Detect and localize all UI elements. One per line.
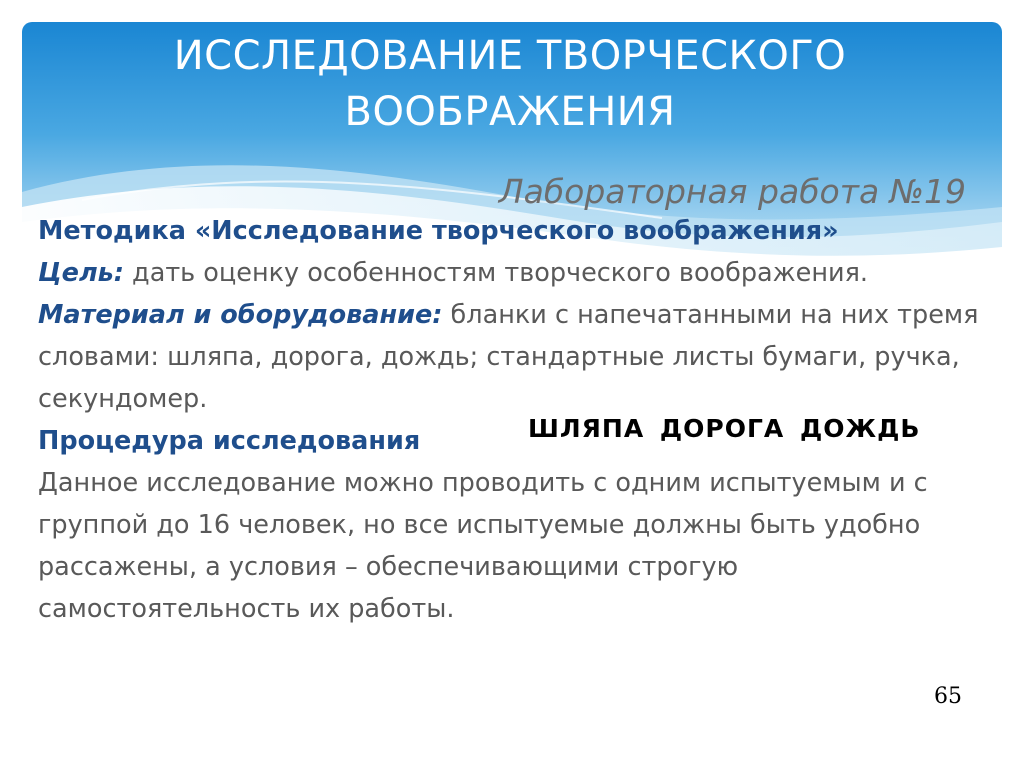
slide-title (100, 28, 920, 140)
title-line-1: ИССЛЕДОВАНИЕ ТВОРЧЕСКОГО (173, 33, 847, 79)
lab-work-subtitle: Лабораторная работа №19 (498, 172, 966, 211)
material-paragraph (38, 294, 988, 420)
stimulus-words: ШЛЯПА ДОРОГА ДОЖДЬ (528, 414, 921, 443)
page-number: 65 (934, 684, 962, 709)
goal-text: дать оценку особенностям творческого воображения. (123, 258, 869, 288)
goal-label: Цель: (38, 258, 124, 288)
procedure-text: Данное исследование можно проводить с одним испытуемым и с группой до 16 человек, но все испытуемые должны быть удобно рассажены, а условия – обеспечивающими строгую самостоятельность их работы. (38, 468, 928, 624)
material-text: бланки с напечатанными на них тремя словами: шляпа, дорога, дождь; стандартные листы бумаги, ручка, секундомер. (38, 300, 979, 414)
goal-paragraph (38, 252, 988, 294)
material-label: Материал и оборудование: (38, 300, 443, 330)
title-line-2: ВООБРАЖЕНИЯ (344, 89, 676, 135)
method-heading: Методика «Исследование творческого воображения» (38, 216, 839, 246)
procedure-heading: Процедура исследования (38, 426, 421, 456)
